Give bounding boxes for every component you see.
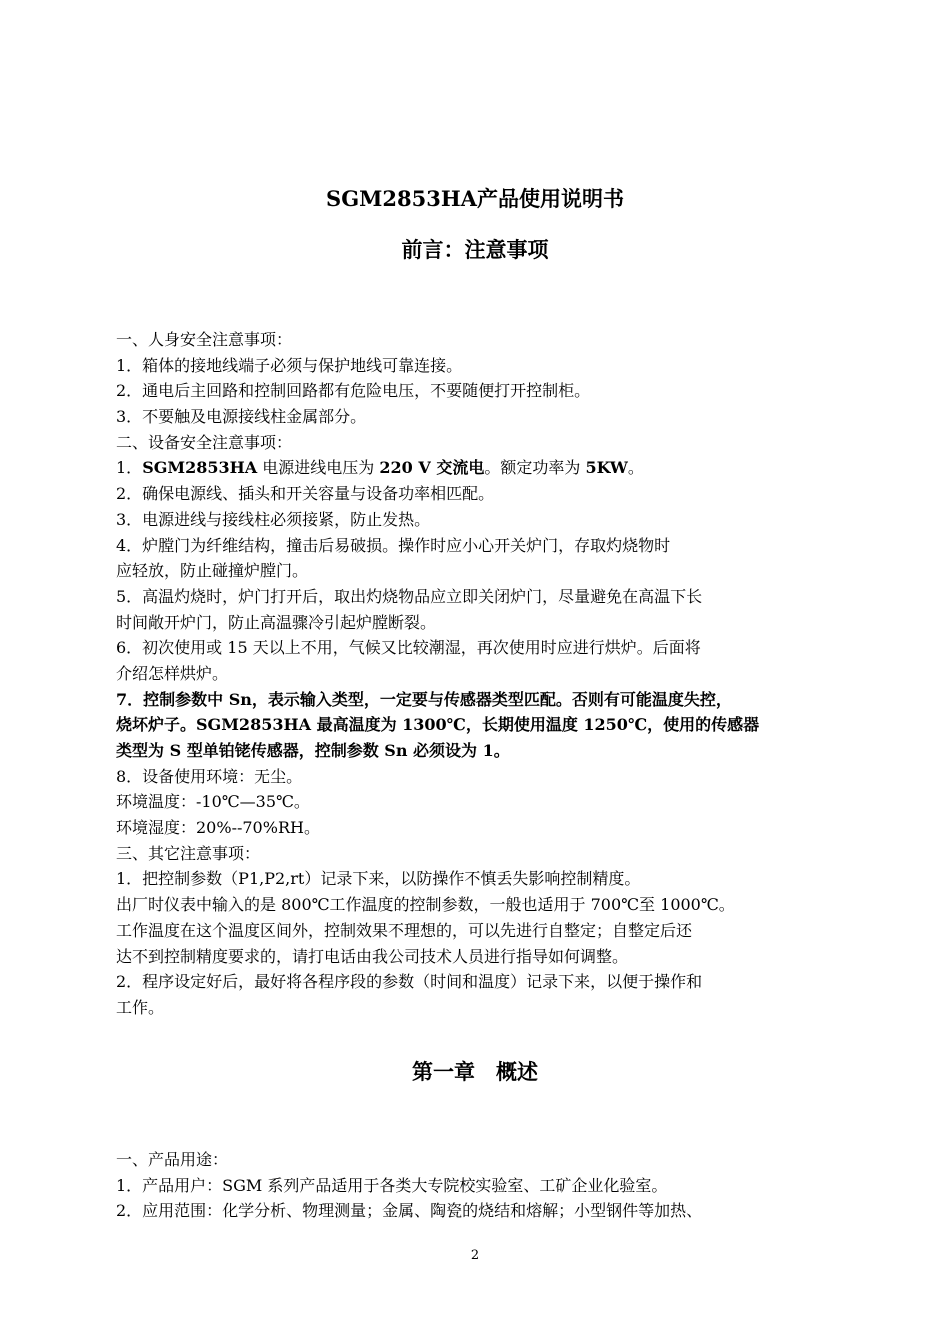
- personal-safety-item-3: 3．不要触及电源接线柱金属部分。: [116, 407, 367, 427]
- section-header-product-use: 一、产品用途：: [116, 1150, 229, 1169]
- other-notes-item-1-line-2: 出厂时仪表中输入的是 800℃工作温度的控制参数，一般也适用于 700℃至 1000℃。: [116, 895, 735, 915]
- equipment-safety-item-1: [116, 455, 836, 481]
- voltage-value: 220 V 交流电: [379, 458, 485, 478]
- equipment-safety-item-3: 3．电源进线与接线柱必须接紧，防止发热。: [116, 509, 431, 529]
- power-label: 。额定功率为: [484, 458, 586, 478]
- equipment-safety-item-7-line-1: 7．控制参数中 Sn，表示输入类型，一定要与传感器类型匹配。否则有可能温度失控，: [116, 689, 732, 709]
- page-number: 2: [470, 1248, 480, 1263]
- power-value: 5KW: [585, 458, 628, 478]
- equipment-safety-item-7-line-2: 烧坏炉子。SGM2853HA 最高温度为 1300℃，长期使用温度 1250℃，使用的传感器: [116, 715, 760, 735]
- equipment-safety-item-2: 2．确保电源线、插头和开关容量与设备功率相匹配。: [116, 484, 495, 504]
- equipment-safety-item-6-line-2: 介绍怎样烘炉。: [116, 663, 229, 683]
- equipment-safety-item-6-line-1: 6．初次使用或 15 天以上不用，气候又比较潮湿，再次使用时应进行烘炉。后面将: [116, 638, 701, 658]
- preface-body: [116, 327, 836, 1021]
- voltage-label: 电源进线电压为: [257, 458, 380, 478]
- preface-title: 前言：注意事项: [401, 237, 549, 262]
- section-header-other-notes: 三、其它注意事项：: [116, 843, 261, 863]
- equipment-safety-item-8: 8．设备使用环境：无尘。: [116, 766, 303, 786]
- chapter-title: 第一章 概述: [412, 1059, 538, 1084]
- environment-humidity: 环境湿度：20%--70%RH。: [116, 818, 320, 838]
- equipment-safety-item-5-line-2: 时间敞开炉门，防止高温骤冷引起炉膛断裂。: [116, 612, 437, 632]
- item-number: 1．: [116, 458, 143, 478]
- personal-safety-item-2: 2．通电后主回路和控制回路都有危险电压，不要随便打开控制柜。: [116, 381, 591, 401]
- model-name: SGM2853HA: [142, 458, 258, 478]
- sentence-end: 。: [627, 458, 644, 478]
- other-notes-item-2-line-2: 工作。: [116, 997, 165, 1017]
- other-notes-item-1-line-3: 工作温度在这个温度区间外，控制效果不理想的，可以先进行自整定；自整定后还: [116, 920, 693, 940]
- other-notes-item-2-line-1: 2．程序设定好后，最好将各程序段的参数（时间和温度）记录下来，以便于操作和: [116, 972, 703, 992]
- personal-safety-item-1: 1．箱体的接地线端子必须与保护地线可靠连接。: [116, 355, 463, 375]
- section-header-personal-safety: 一、人身安全注意事项：: [116, 330, 293, 349]
- other-notes-item-1-line-1: 1．把控制参数（P1,P2,rt）记录下来，以防操作不慎丢失影响控制精度。: [116, 869, 641, 889]
- chapter-body: [116, 1147, 836, 1224]
- environment-temperature: 环境温度：-10℃—35℃。: [116, 792, 310, 812]
- product-use-item-1: 1．产品用户：SGM 系列产品适用于各类大专院校实验室、工矿企业化验室。: [116, 1175, 668, 1195]
- other-notes-item-1-line-4: 达不到控制精度要求的，请打电话由我公司技术人员进行指导如何调整。: [116, 946, 629, 966]
- equipment-safety-item-4-line-2: 应轻放，防止碰撞炉膛门。: [116, 561, 309, 581]
- product-use-item-2: 2．应用范围：化学分析、物理测量；金属、陶瓷的烧结和熔解；小型钢件等加热、: [116, 1201, 703, 1221]
- section-header-equipment-safety: 二、设备安全注意事项：: [116, 432, 293, 452]
- equipment-safety-item-7-line-3: 类型为 S 型单铂铑传感器，控制参数 Sn 必须设为 1。: [116, 741, 510, 760]
- document-title: SGM2853HA产品使用说明书: [326, 186, 624, 211]
- equipment-safety-item-5-line-1: 5．高温灼烧时，炉门打开后，取出灼烧物品应立即关闭炉门，尽量避免在高温下长: [116, 586, 703, 606]
- equipment-safety-item-4-line-1: 4．炉膛门为纤维结构，撞击后易破损。操作时应小心开关炉门，存取灼烧物时: [116, 535, 671, 555]
